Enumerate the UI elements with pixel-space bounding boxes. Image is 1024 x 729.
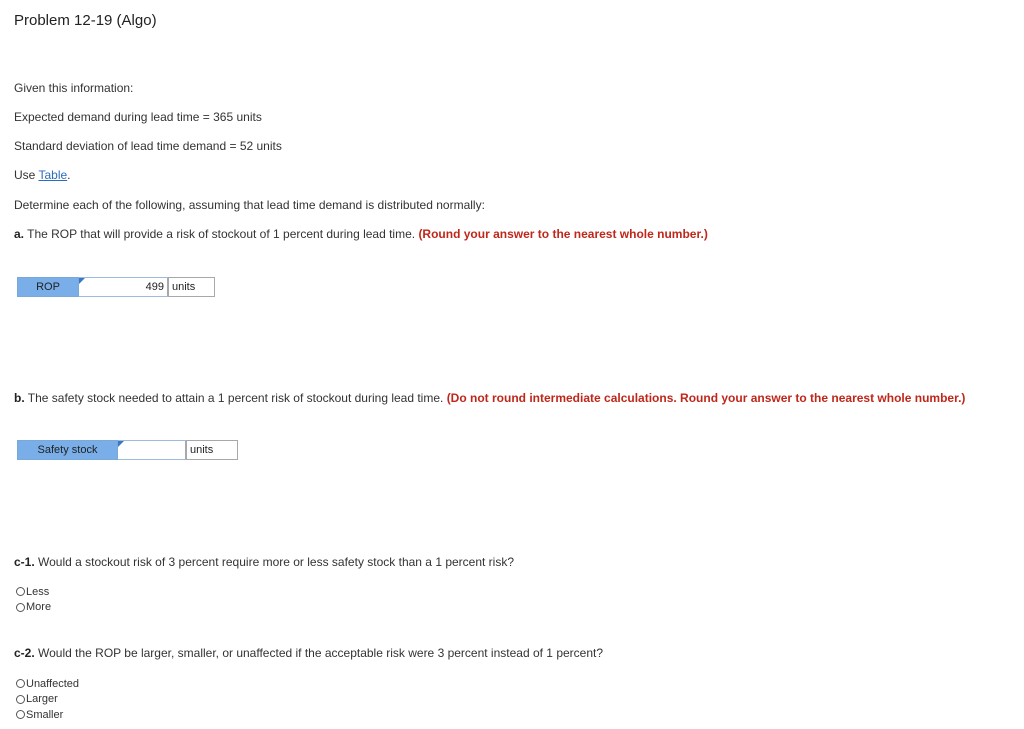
rop-input-value: 499 <box>145 281 164 293</box>
part-a-text: The ROP that will provide a risk of stockout of 1 percent during lead time. <box>24 227 419 241</box>
use-suffix: . <box>67 168 71 182</box>
use-table-line <box>14 168 71 182</box>
c1-radio-group <box>16 584 51 615</box>
c2-option-larger[interactable] <box>16 692 79 708</box>
expected-demand-text: Expected demand during lead time = 365 units <box>14 110 262 124</box>
part-b-instruction: (Do not round intermediate calculations. Round your answer to the nearest whole number.) <box>446 391 966 405</box>
table-link[interactable]: Table <box>38 168 68 182</box>
part-a-instruction: (Round your answer to the nearest whole number.) <box>418 227 708 241</box>
c2-option-smaller-label: Smaller <box>26 708 64 721</box>
use-prefix: Use <box>14 168 39 182</box>
safety-stock-answer-row <box>17 440 238 460</box>
radio-icon[interactable] <box>16 603 25 612</box>
c2-option-smaller[interactable] <box>16 707 79 723</box>
radio-icon[interactable] <box>16 695 25 704</box>
input-flag-icon <box>118 441 124 447</box>
c1-option-less-label: Less <box>26 585 50 598</box>
safety-stock-unit: units <box>186 440 238 460</box>
part-c2-text: Would the ROP be larger, smaller, or unaffected if the acceptable risk were 3 percent instead of 1 percent? <box>34 646 604 660</box>
radio-icon[interactable] <box>16 679 25 688</box>
input-separator <box>185 441 186 459</box>
part-c2-question <box>14 646 603 660</box>
radio-icon[interactable] <box>16 710 25 719</box>
safety-stock-field-label: Safety stock <box>17 440 118 460</box>
rop-answer-row <box>17 277 215 297</box>
part-b-question <box>14 391 965 405</box>
c1-option-less[interactable] <box>16 584 51 600</box>
c2-option-unaffected[interactable] <box>16 676 79 692</box>
problem-title: Problem 12-19 (Algo) <box>14 12 157 29</box>
c1-option-more[interactable] <box>16 600 51 616</box>
determine-text: Determine each of the following, assuming that lead time demand is distributed normally: <box>14 198 485 212</box>
rop-unit: units <box>168 277 215 297</box>
part-c1-text: Would a stockout risk of 3 percent require more or less safety stock than a 1 percent risk? <box>34 555 515 569</box>
input-flag-icon <box>79 278 85 284</box>
part-b-text: The safety stock needed to attain a 1 percent risk of stockout during lead time. <box>24 391 447 405</box>
part-a-label: a. <box>14 227 25 241</box>
rop-input[interactable] <box>79 277 168 297</box>
input-separator <box>167 278 168 296</box>
c2-radio-group <box>16 676 79 723</box>
given-info-intro: Given this information: <box>14 81 134 95</box>
part-b-label: b. <box>14 391 25 405</box>
part-c2-label: c-2. <box>14 646 35 660</box>
c2-option-larger-label: Larger <box>26 693 58 706</box>
stddev-text: Standard deviation of lead time demand = 52 units <box>14 139 282 153</box>
rop-field-label: ROP <box>17 277 79 297</box>
part-c1-question <box>14 555 514 569</box>
safety-stock-input[interactable] <box>118 440 186 460</box>
part-c1-label: c-1. <box>14 555 35 569</box>
c2-option-unaffected-label: Unaffected <box>26 677 80 690</box>
part-a-question <box>14 227 708 241</box>
c1-option-more-label: More <box>26 601 52 614</box>
radio-icon[interactable] <box>16 587 25 596</box>
